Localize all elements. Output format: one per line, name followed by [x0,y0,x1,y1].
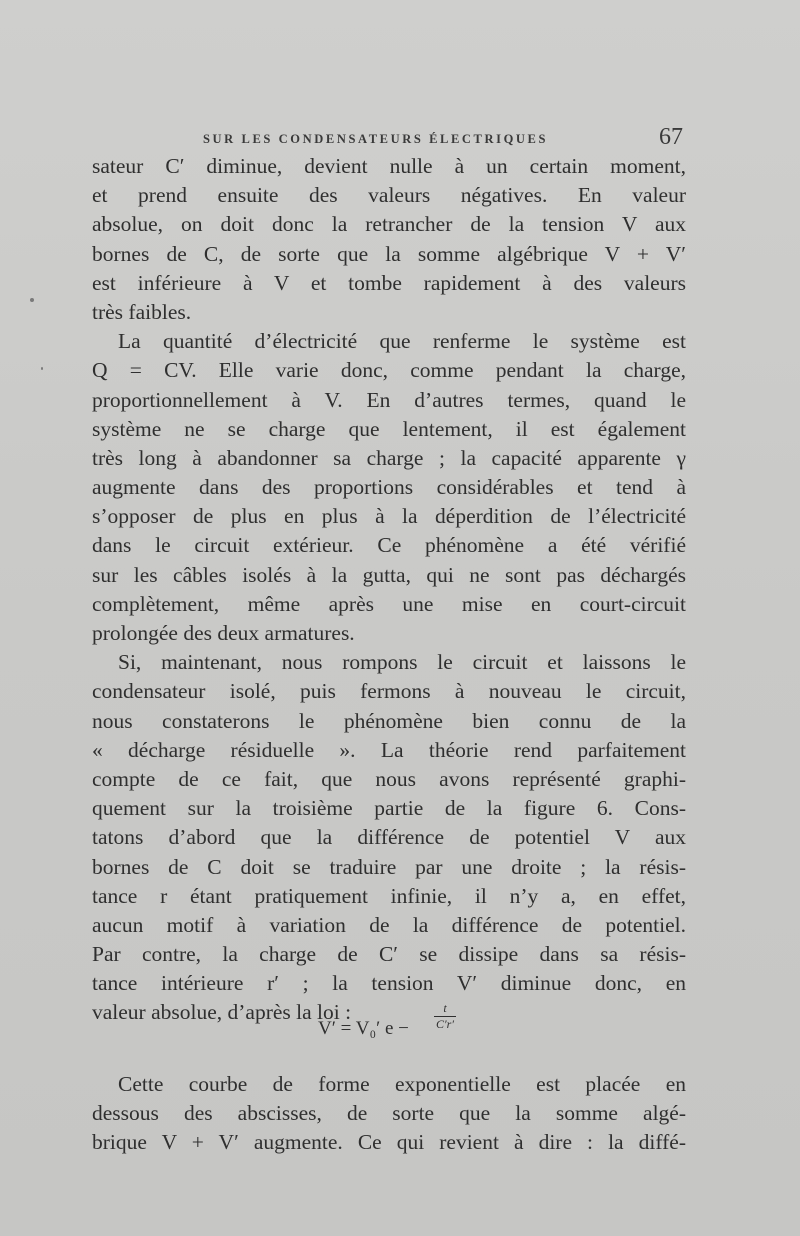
text-line: est inférieure à V et tombe rapidement à des valeurs [92,270,686,295]
formula-exponent-numerator: t [443,1001,447,1015]
text-line: La quantité d’électricité que renferme le système est [118,329,686,354]
text-line: Cette courbe de forme exponentielle est placée en [118,1072,686,1096]
text-line: nous constaterons le phénomène bien connu de la [92,708,686,733]
text-line: tance r étant pratiquement infinie, il n’y a, en effet, [92,883,686,908]
text-line: absolue, on doit donc la retrancher de la tension V aux [92,212,686,237]
text-line: s’opposer de plus en plus à la déperdition de l’électricité [92,504,686,529]
print-speck [30,298,34,302]
page-header [203,124,683,154]
text-line: brique V + V′ augmente. Ce qui revient à dire : la diffé- [92,1130,686,1155]
formula [318,1000,498,1050]
formula-exponent-denominator: C′r′ [436,1017,454,1031]
formula-lhs: V′ = V₀′ e − [318,1018,409,1039]
text-line: tatons d’abord que la différence de potentiel V aux [92,825,686,850]
text-line: dans le circuit extérieur. Ce phénomène a été vérifié [92,533,686,558]
text-line: condensateur isolé, puis fermons à nouveau le circuit, [92,679,686,704]
text-line: prolongée des deux armatures. [92,621,355,645]
text-line: complètement, même après une mise en court-circuit [92,591,686,616]
formula-exponent [432,1002,458,1031]
text-line: très long à abandonner sa charge ; la capacité apparente γ [92,445,686,470]
text-line: tance intérieure r′ ; la tension V′ diminue donc, en [92,971,686,996]
text-line: proportionnellement à V. En d’autres termes, quand le [92,387,686,412]
text-line: quement sur la troisième partie de la figure 6. Cons- [92,796,686,821]
text-line: « décharge résiduelle ». La théorie rend parfaitement [92,737,686,762]
text-line: très faibles. [92,299,192,324]
text-line: augmente dans des proportions considérables et tend à [92,475,686,500]
body-text-continued [92,1070,686,1158]
text-line: Q = CV. Elle varie donc, comme pendant la charge, [92,358,686,383]
text-line: sateur C′ diminue, devient nulle à un certain moment, [92,154,686,178]
page-number: 67 [659,124,683,150]
print-speck [41,367,43,370]
text-line: système ne se charge que lentement, il est également [92,416,686,441]
text-line: et prend ensuite des valeurs négatives. En valeur [92,183,686,208]
text-line: dessous des abscisses, de sorte que la somme algé- [92,1101,686,1126]
text-line: compte de ce fait, que nous avons représenté graphi- [92,766,686,791]
text-line: Par contre, la charge de C′ se dissipe dans sa résis- [92,942,686,967]
text-line: bornes de C doit se traduire par une droite ; la résis- [92,854,686,879]
text-line: sur les câbles isolés à la gutta, qui ne sont pas déchargés [92,562,686,587]
text-line: valeur absolue, d’après la loi : [92,1000,352,1025]
text-line: Si, maintenant, nous rompons le circuit et laissons le [118,650,686,675]
running-head: SUR LES CONDENSATEURS ÉLECTRIQUES [203,132,549,146]
text-line: bornes de C, de sorte que la somme algébrique V + V′ [92,241,686,266]
text-line: aucun motif à variation de la différence de potentiel. [92,912,686,937]
body-text [92,152,686,1028]
